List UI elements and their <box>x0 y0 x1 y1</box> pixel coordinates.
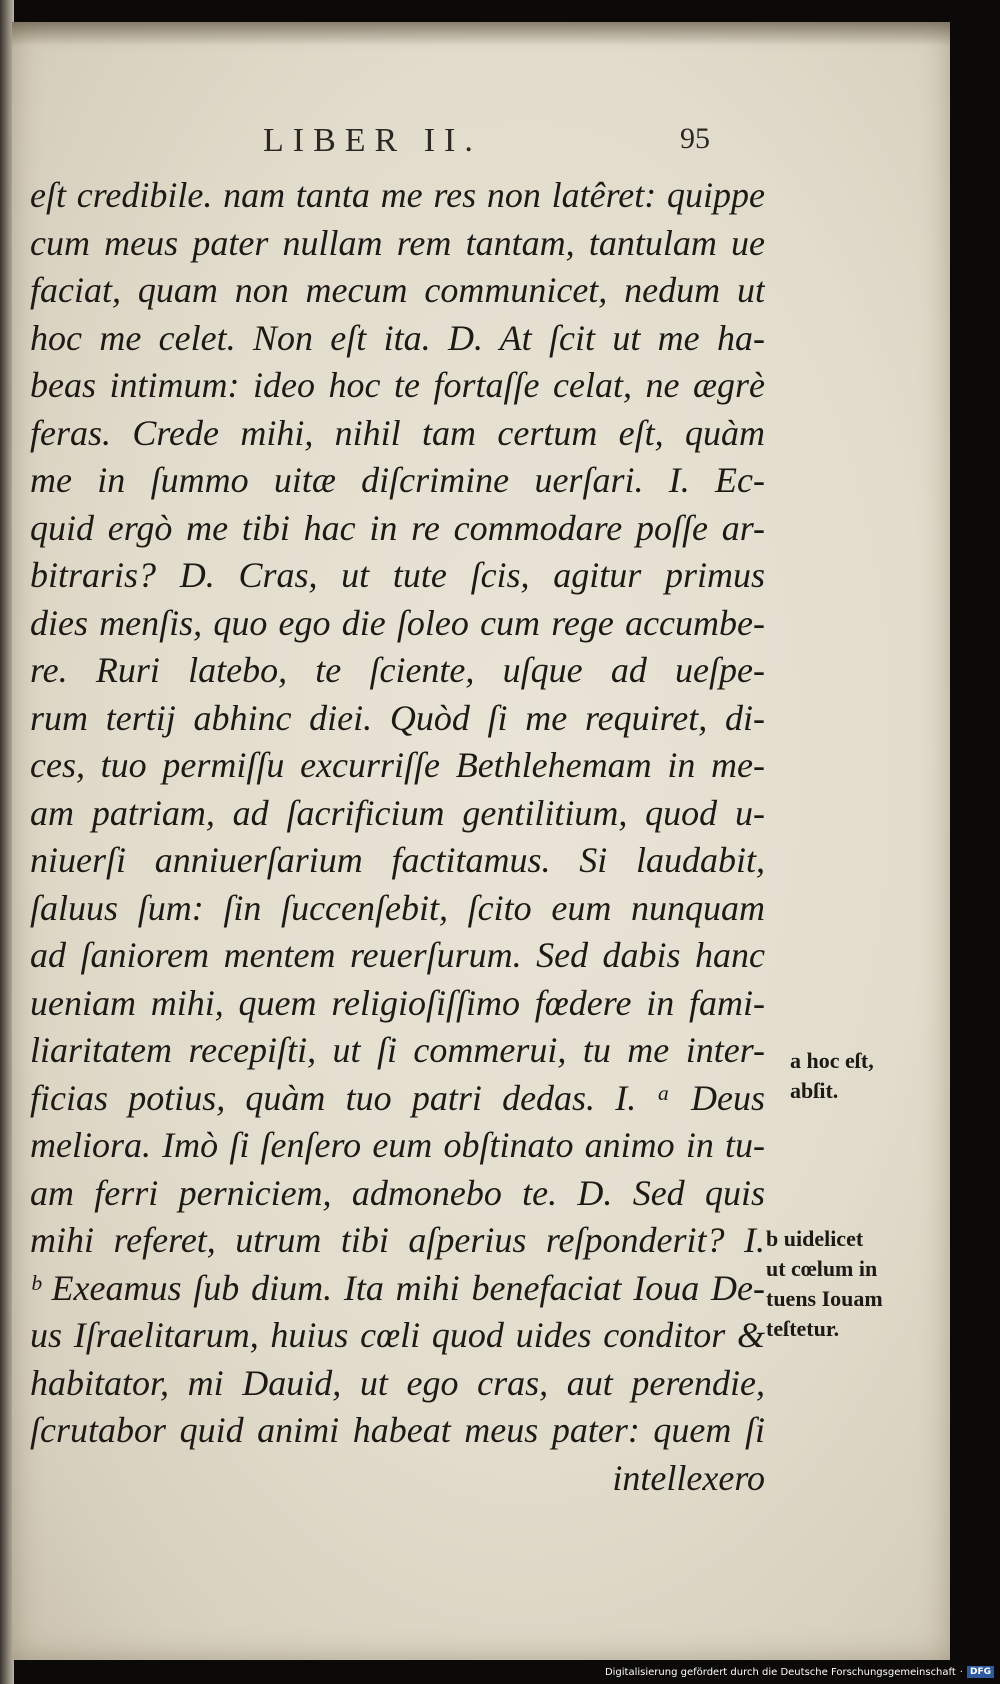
running-title: LIBER II. <box>263 122 482 159</box>
text-line: ᵇ Exeamus ſub dium. Ita mihi benefaciat Ioua De- <box>30 1267 765 1308</box>
text-line: beas intimum: ideo hoc te fortaſſe celat, ne ægrè <box>30 365 765 405</box>
digitization-credit: Digitalisierung gefördert durch die Deutsche Forschungsgemeinschaft · DFG <box>605 1666 994 1678</box>
marginal-note-a <box>790 1046 874 1106</box>
page-number: 95 <box>680 122 710 155</box>
text-line: ces, tuo permiſſu excurriſſe Bethlehemam in me- <box>30 745 765 785</box>
text-line: feras. Crede mihi, nihil tam certum eſt, quàm <box>30 412 765 453</box>
text-line: ſcrutabor quid animi habeat meus pater: quem ſi <box>30 1410 765 1450</box>
text-line: ad ſaniorem mentem reuerſurum. Sed dabis hanc <box>30 935 765 975</box>
catchword: intellexero <box>612 1457 765 1498</box>
text-line: ueniam mihi, quem religioſiſſimo fœdere in fami- <box>30 982 765 1023</box>
text-line: faciat, quam non mecum communicet, nedum ut <box>30 270 765 310</box>
text-line: quid ergò me tibi hac in re commodare poſſe ar- <box>30 507 765 548</box>
dfg-logo: DFG <box>967 1666 994 1678</box>
marginal-note-line: b uidelicet <box>766 1226 864 1251</box>
marginal-note-line: tuens Iouam <box>766 1286 883 1311</box>
text-line: cum meus pater nullam rem tantam, tantulam ue <box>30 222 765 263</box>
text-line: habitator, mi Dauid, ut ego cras, aut perendie, <box>30 1362 765 1403</box>
text-line: bitraris? D. Cras, ut tute ſcis, agitur primus <box>30 555 765 595</box>
text-line: eſt credibile. nam tanta me res non latêret: quippe <box>30 175 765 215</box>
text-line: re. Ruri latebo, te ſciente, uſque ad ueſpe- <box>30 650 765 690</box>
marginal-note-line: teſtetur. <box>766 1316 840 1341</box>
text-line: hoc me celet. Non eſt ita. D. At ſcit ut me ha- <box>30 317 765 358</box>
text-line: us Iſraelitarum, huius cœli quod uides conditor & <box>30 1315 765 1355</box>
text-line: niuerſi anniuerſarium factitamus. Si laudabit, <box>30 840 765 880</box>
text-line: meliora. Imò ſi ſenſero eum obſtinato animo in tu- <box>30 1125 765 1165</box>
text-line: ſaluus ſum: ſin ſuccenſebit, ſcito eum nunquam <box>30 887 765 928</box>
text-line: am patriam, ad ſacrificium gentilitium, quod u- <box>30 792 765 833</box>
text-line: rum tertij abhinc diei. Quòd ſi me requiret, di- <box>30 697 765 738</box>
text-line: me in ſummo uitæ diſcrimine uerſari. I. Ec- <box>30 460 765 500</box>
marginal-note-line: a hoc eſt, <box>790 1048 874 1073</box>
text-line: am ferri perniciem, admonebo te. D. Sed quis <box>30 1172 765 1213</box>
page-top-shadow <box>12 22 950 46</box>
marginal-note-line: abſit. <box>790 1078 839 1103</box>
main-text-block <box>30 172 765 1502</box>
marginal-note-b <box>766 1224 883 1344</box>
text-line: liaritatem recepiſti, ut ſi commerui, tu me inter- <box>30 1030 765 1070</box>
text-line: ficias potius, quàm tuo patri dedas. I. ᵃ Deus <box>30 1077 765 1118</box>
text-line: dies menſis, quo ego die ſoleo cum rege accumbe- <box>30 602 765 643</box>
marginal-note-line: ut cœlum in <box>766 1256 878 1281</box>
credit-text: Digitalisierung gefördert durch die Deutsche Forschungsgemeinschaft <box>604 1666 956 1678</box>
text-line: mihi referet, utrum tibi aſperius reſponderit? I. <box>30 1220 765 1260</box>
